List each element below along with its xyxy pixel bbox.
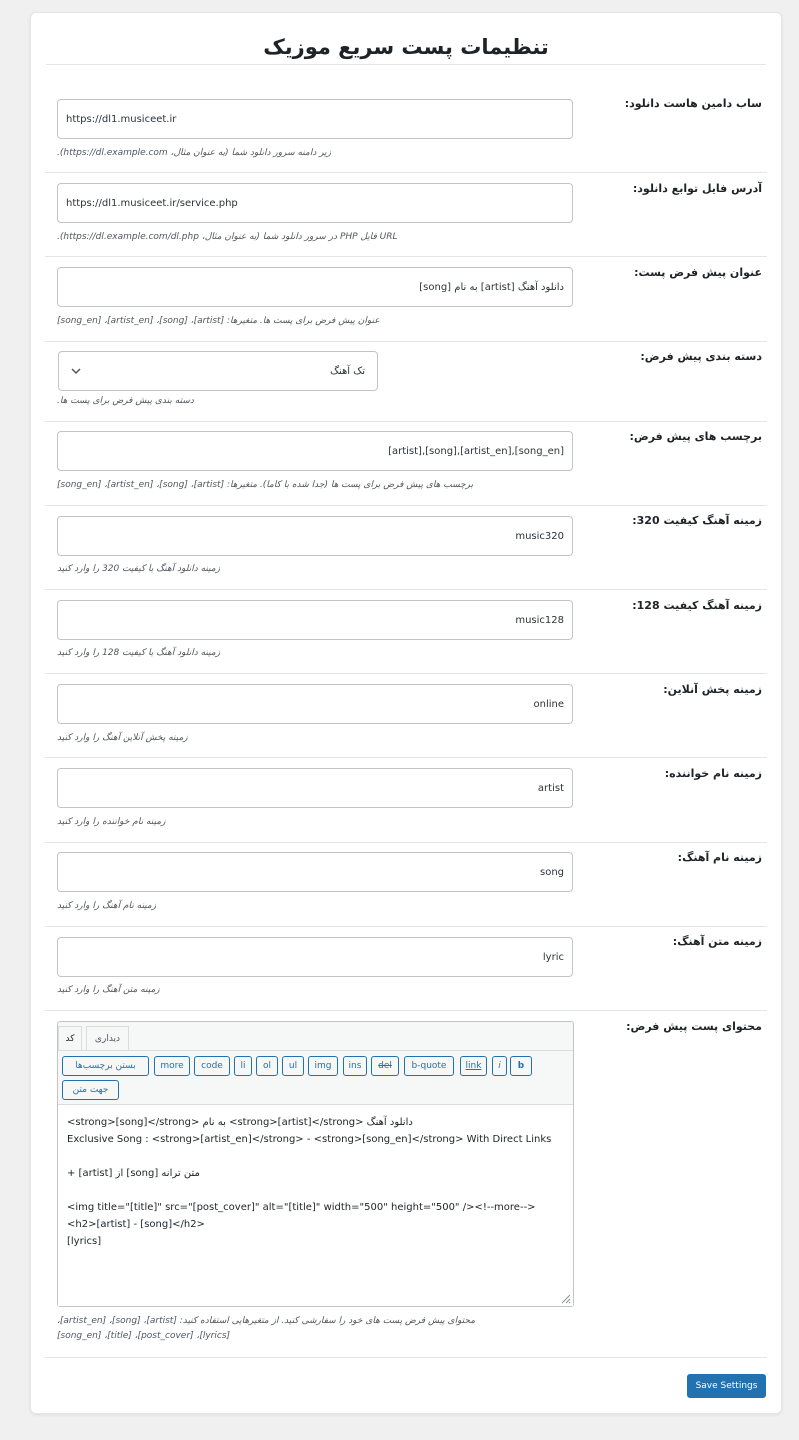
blockquote-button[interactable]: b-quote — [404, 1056, 454, 1076]
save-settings-button[interactable]: Save Settings — [687, 1374, 766, 1398]
functions-file-description: URL فایل PHP در سرور دانلود شما (به عنوان مثال، https://dl.example.com/dl.php). — [57, 232, 398, 242]
field-online-description: زمینه پخش آنلاین آهنگ را وارد کنید — [57, 733, 188, 743]
link-button[interactable]: link — [460, 1056, 487, 1076]
default-category-select[interactable] — [58, 351, 378, 391]
editor-toolbar — [58, 1050, 573, 1105]
row-divider — [45, 505, 767, 506]
subdomain-description: زیر دامنه سرور دانلود شما (به عنوان مثال، https://dl.example.com). — [57, 148, 332, 158]
ol-button[interactable]: ol — [256, 1056, 278, 1076]
ins-button[interactable]: ins — [343, 1056, 367, 1076]
row-divider — [45, 421, 767, 422]
editor-line: دانلود آهنگ <strong>[artist]</strong> به نام <strong>[song]</strong> — [67, 1117, 413, 1128]
default-title-label: عنوان پیش فرض پست: — [634, 266, 762, 279]
field-128-label: زمینه آهنگ کیفیت 128: — [632, 599, 762, 612]
default-content-label: محتوای پست پیش فرض: — [626, 1020, 762, 1033]
field-lyric-label: زمینه متن آهنگ: — [672, 935, 762, 948]
field-320-label: زمینه آهنگ کیفیت 320: — [632, 514, 762, 527]
field-artist-input[interactable]: artist — [57, 768, 573, 808]
field-128-description: زمینه دانلود آهنگ با کیفیت 128 را وارد کنید — [57, 648, 221, 658]
row-divider — [45, 172, 767, 173]
default-title-description: عنوان پیش فرض برای پست ها. متغیرها: [artist]، [song]، [artist_en]، [song_en] — [57, 316, 380, 326]
default-tags-label: برچسب های پیش فرض: — [629, 430, 762, 443]
bold-button[interactable]: b — [510, 1056, 532, 1076]
row-divider — [45, 1010, 767, 1011]
default-content-description-1: محتوای پیش فرض پست های خود را سفارشی کنید. از متغیرهایی استفاده کنید: [artist]، [song]، [artist_en]، — [57, 1316, 476, 1326]
row-divider — [45, 673, 767, 674]
functions-file-label: آدرس فایل توابع دانلود: — [632, 182, 762, 195]
default-content-description-2: [lyrics]، [post_cover]، [title]، [song_en] — [57, 1331, 231, 1341]
field-320-input[interactable]: music320 — [57, 516, 573, 556]
default-category-value: تک آهنگ — [330, 365, 365, 377]
subdomain-label: ساب دامین هاست دانلود: — [624, 97, 762, 110]
row-divider — [45, 256, 767, 257]
content-textarea[interactable] — [58, 1105, 573, 1306]
close-tags-button[interactable]: بستن برچسب‌ها — [62, 1056, 149, 1076]
tab-code[interactable]: کد — [58, 1026, 82, 1050]
editor-line — [67, 1148, 564, 1165]
field-artist-description: زمینه نام خواننده را وارد کنید — [57, 817, 166, 827]
page-title: تنظیمات پست سریع موزیک — [263, 35, 549, 59]
editor-line: <img title="[title]" src="[post_cover]" alt="[title]" width="500" height="500" /><!--more--> — [67, 1202, 536, 1213]
default-category-label: دسته بندی پیش فرض: — [640, 350, 762, 363]
del-button[interactable]: del — [371, 1056, 399, 1076]
default-tags-input[interactable]: [song_en],[artist_en],[song],[artist] — [57, 431, 573, 471]
field-song-input[interactable]: song — [57, 852, 573, 892]
editor-line: <h2>[artist] - [song]</h2> — [67, 1219, 205, 1230]
more-button[interactable]: more — [154, 1056, 190, 1076]
editor-line: متن ترانه [song] از [artist] + — [67, 1168, 200, 1179]
row-divider — [45, 341, 767, 342]
tab-visual[interactable]: دیداری — [86, 1026, 129, 1050]
title-divider — [46, 64, 766, 65]
row-divider — [45, 842, 767, 843]
field-song-description: زمینه نام آهنگ را وارد کنید — [57, 901, 157, 911]
field-song-label: زمینه نام آهنگ: — [677, 851, 762, 864]
default-tags-description: برچسب های پیش فرض برای پست ها (جدا شده با کاما). متغیرها: [artist]، [song]، [artist_en]، [song_en] — [57, 480, 474, 490]
ul-button[interactable]: ul — [282, 1056, 304, 1076]
row-divider — [45, 757, 767, 758]
default-title-input[interactable]: دانلود آهنگ [artist] به نام [song] — [57, 267, 573, 307]
field-320-description: زمینه دانلود آهنگ با کیفیت 320 را وارد کنید — [57, 564, 221, 574]
editor-line — [67, 1182, 564, 1199]
resize-handle-icon[interactable] — [559, 1292, 571, 1304]
img-button[interactable]: img — [308, 1056, 338, 1076]
field-artist-label: زمینه نام خواننده: — [664, 767, 762, 780]
text-direction-button[interactable]: جهت متن — [62, 1080, 119, 1100]
editor-line: [lyrics] — [67, 1236, 102, 1247]
field-online-label: زمینه پخش آنلاین: — [663, 683, 762, 696]
field-lyric-input[interactable]: lyric — [57, 937, 573, 977]
subdomain-input[interactable]: https://dl1.musiceet.ir — [57, 99, 573, 139]
italic-button[interactable]: i — [492, 1056, 507, 1076]
code-button[interactable]: code — [194, 1056, 230, 1076]
field-lyric-description: زمینه متن آهنگ را وارد کنید — [57, 985, 160, 995]
editor-line: Exclusive Song : <strong>[artist_en]</strong> - <strong>[song_en]</strong> With Direct Links — [67, 1134, 552, 1145]
row-divider — [45, 926, 767, 927]
row-divider — [45, 1357, 767, 1358]
li-button[interactable]: li — [234, 1056, 252, 1076]
chevron-down-icon — [71, 366, 81, 376]
functions-file-input[interactable]: https://dl1.musiceet.ir/service.php — [57, 183, 573, 223]
default-category-description: دسته بندی پیش فرض برای پست ها. — [57, 396, 194, 406]
content-editor — [57, 1021, 574, 1307]
field-online-input[interactable]: online — [57, 684, 573, 724]
field-128-input[interactable]: music128 — [57, 600, 573, 640]
row-divider — [45, 589, 767, 590]
